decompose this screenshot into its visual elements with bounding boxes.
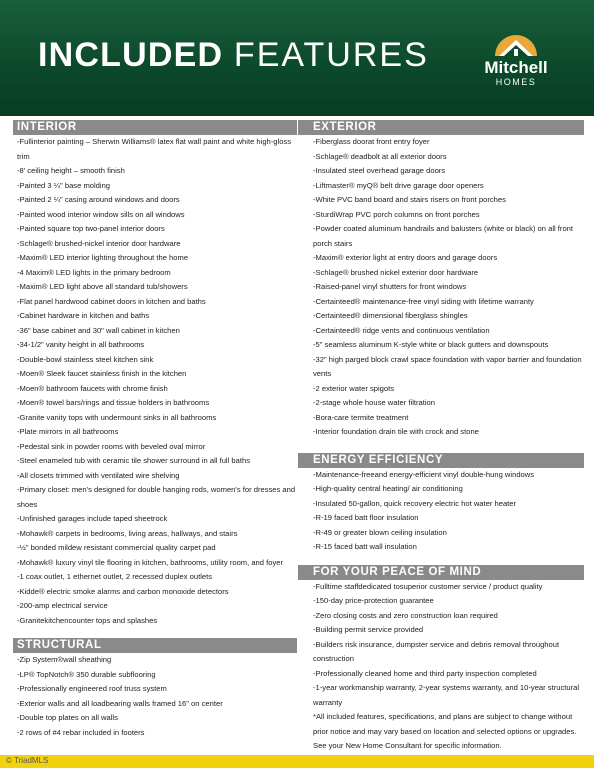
list-item: -R-19 faced batt floor insulation: [313, 513, 419, 522]
list-item: -Exterior walls and all loadbearing walls framed 16" on center: [17, 698, 223, 708]
list-item: -SturdiWrap PVC porch columns on front porches: [313, 209, 480, 219]
list-item: -Primary closet: men's designed for double hanging rods, women's for dresses and shoes: [17, 485, 296, 509]
list-item: -Painted wood interior window sills on all windows: [17, 209, 185, 219]
list-item: -Raised-panel vinyl shutters for front windows: [313, 282, 467, 291]
section-heading-peace-of-mind: FOR YOUR PEACE OF MIND: [298, 565, 584, 580]
list-item: -Mohawk® carpets in bedrooms, living areas, hallways, and stairs: [17, 528, 238, 538]
list-item: -34-1/2" vanity height in all bathrooms: [17, 340, 145, 349]
list-item: -Double-bowl stainless steel kitchen sink: [17, 354, 154, 364]
section-heading-energy: ENERGY EFFICIENCY: [298, 453, 584, 468]
list-item: -Schlage® brushed-nickel interior door hardware: [17, 238, 181, 248]
list-item: -Fiberglass doorat front entry foyer: [313, 137, 430, 146]
list-item: -Certainteed® maintenance-free vinyl siding with lifetime warranty: [313, 296, 534, 306]
list-item: -150-day price-protection guarantee: [313, 596, 434, 605]
list-item: -Flat panel hardwood cabinet doors in kitchen and baths: [17, 296, 206, 306]
peace-list: [298, 580, 584, 754]
list-item: -200-amp electrical service: [17, 601, 108, 610]
list-item: -5" seamless aluminum K-style white or black gutters and downspouts: [313, 340, 549, 349]
list-item: -Insulated 50-gallon, quick recovery electric hot water heater: [313, 498, 517, 508]
list-item: -1 coax outlet, 1 ethernet outlet, 2 recessed duplex outlets: [17, 572, 213, 581]
list-item: -2 rows of #4 rebar included in footers: [17, 727, 145, 737]
list-item: -2-stage whole house water filtration: [313, 398, 435, 407]
list-item: -Granite vanity tops with undermount sinks in all bathrooms: [17, 412, 217, 422]
header-banner: [0, 0, 594, 116]
list-item: -Maxim® LED interior lighting throughout the home: [17, 253, 189, 262]
structural-list: [13, 653, 297, 740]
list-item: -Granitekitchencounter tops and splashes: [17, 615, 158, 625]
list-item: -Moen® Sleek faucet stainless finish in the kitchen: [17, 369, 187, 378]
list-item: -36" base cabinet and 30" wall cabinet in kitchen: [17, 325, 180, 335]
list-item: -Schlage® brushed nickel exterior door hardware: [313, 267, 479, 277]
list-item: -Painted 3 ¼" base molding: [17, 180, 111, 190]
list-item: -Maxim® exterior light at entry doors and garage doors: [313, 253, 498, 262]
list-item: -Pedestal sink in powder rooms with beveled oval mirror: [17, 441, 206, 451]
list-item: -Double top plates on all walls: [17, 713, 118, 722]
footer-bar: [0, 755, 594, 768]
list-item: -All closets trimmed with ventilated wire shelving: [17, 470, 180, 480]
list-item: -Schlage® deadbolt at all exterior doors: [313, 151, 447, 161]
list-item: -Moen® bathroom faucets with chrome finish: [17, 383, 168, 393]
list-item: -Painted 2 ¼" casing around windows and doors: [17, 195, 180, 204]
list-item: -Fulltime staffdedicated tosuperior customer service / product quality: [313, 581, 543, 591]
exterior-list: [298, 135, 584, 440]
list-item: -High-quality central heating/ air conditioning: [313, 484, 463, 493]
logo-subtitle: HOMES: [495, 77, 537, 87]
mls-watermark: © TriadMLS: [6, 756, 49, 765]
list-item: -Moen® towel bars/rings and tissue holders in bathrooms: [17, 398, 210, 407]
list-item: -½" bonded mildew resistant commercial quality carpet pad: [17, 543, 216, 552]
list-item: -Liftmaster® myQ® belt drive garage door openers: [313, 180, 484, 190]
list-item: -Powder coated aluminum handrails and balusters (white or black) on all front porch stairs: [313, 224, 574, 248]
house-sunrise-icon: [491, 22, 541, 58]
list-item: -R-49 or greater blown ceiling insulation: [313, 527, 447, 537]
list-item: -Bora-care termite treatment: [313, 412, 409, 422]
list-item: -Fullinterior painting – Sherwin Williams® latex flat wall paint and white high-gloss trim: [17, 137, 292, 161]
left-column: [13, 120, 297, 740]
mitchell-homes-logo: [470, 22, 562, 100]
section-heading-exterior: EXTERIOR: [298, 120, 584, 135]
list-item: -Steel enameled tub with ceramic tile shower surround in all full baths: [17, 456, 250, 465]
interior-list: [13, 135, 297, 628]
section-heading-structural: STRUCTURAL: [13, 638, 297, 653]
list-item: -Building permit service provided: [313, 625, 424, 634]
list-item: -Maintenance-freeand energy-efficient vinyl double-hung windows: [313, 469, 535, 479]
title-light: FEATURES: [233, 36, 429, 74]
right-column: [298, 120, 584, 754]
list-item: -Zip System®wall sheathing: [17, 655, 112, 664]
list-item: -White PVC band board and stairs risers on front porches: [313, 195, 506, 204]
list-item: -Kidde® electric smoke alarms and carbon monoxide detectors: [17, 586, 229, 596]
title-bold: INCLUDED: [38, 36, 224, 74]
list-item: -8' ceiling height – smooth finish: [17, 166, 125, 175]
list-item: -Professionally engineered roof truss system: [17, 684, 167, 693]
list-item: -4 Maxim® LED lights in the primary bedroom: [17, 267, 171, 277]
list-item: -Certainteed® ridge vents and continuous ventilation: [313, 325, 490, 335]
list-item: -Unfinished garages include taped sheetrock: [17, 514, 168, 523]
list-item: -Builders risk insurance, dumpster service and debris removal throughout construction: [313, 639, 560, 663]
list-item: -Certainteed® dimensional fiberglass shingles: [313, 311, 468, 320]
logo-name: Mitchell: [484, 58, 548, 77]
list-item: -Painted square top two-panel interior doors: [17, 224, 165, 233]
list-item: -Mohawk® luxury vinyl tile flooring in kitchen, bathrooms, utility room, and foyer: [17, 557, 283, 567]
list-item: *All included features, specifications, and plans are subject to change without prior notice and may vary based on location and selected options or upgrades. See your New Home Consultant for specific information.: [313, 712, 577, 750]
section-heading-interior: INTERIOR: [13, 120, 297, 135]
list-item: -Interior foundation drain tile with crock and stone: [313, 427, 479, 436]
list-item: -Zero closing costs and zero construction loan required: [313, 610, 498, 620]
list-item: -Maxim® LED light above all standard tub/showers: [17, 282, 188, 291]
list-item: -32" high parged block crawl space foundation with vapor barrier and foundation vents: [313, 354, 582, 378]
list-item: -R-15 faced batt wall insulation: [313, 542, 417, 551]
page-title: [38, 36, 429, 75]
list-item: -2 exterior water spigots: [313, 383, 395, 393]
list-item: -Professionally cleaned home and third party inspection completed: [313, 668, 537, 678]
list-item: -Plate mirrors in all bathrooms: [17, 427, 119, 436]
list-item: -Cabinet hardware in kitchen and baths: [17, 311, 150, 320]
list-item: -LP® TopNotch® 350 durable subflooring: [17, 669, 156, 679]
list-item: -Insulated steel overhead garage doors: [313, 166, 446, 175]
list-item: -1-year workmanship warranty, 2-year systems warranty, and 10-year structural warranty: [313, 683, 580, 707]
energy-list: [298, 468, 584, 555]
